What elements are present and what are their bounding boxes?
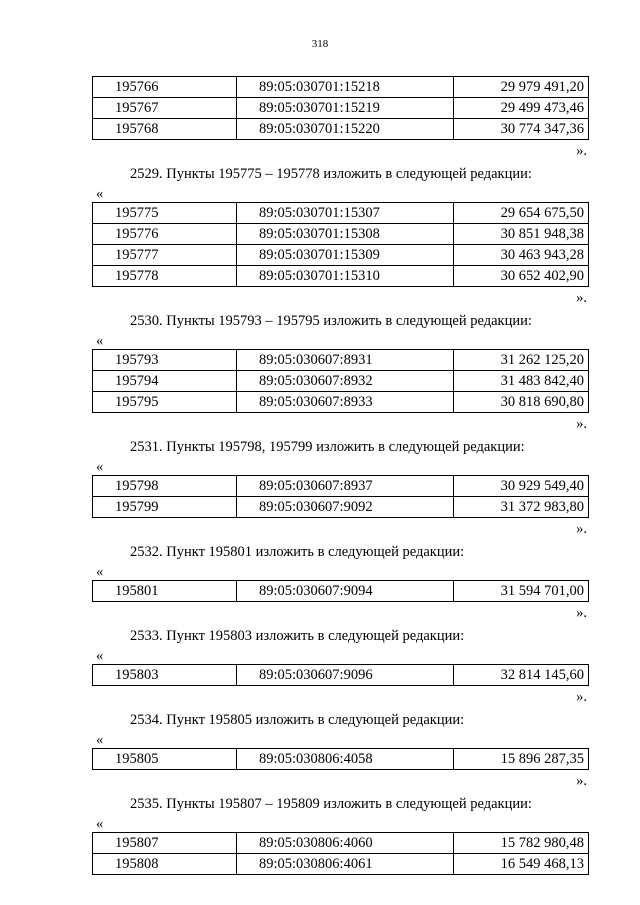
item-number-cell: 195794 [93, 371, 237, 392]
value-cell: 15 782 980,48 [454, 833, 589, 854]
value-cell: 29 979 491,20 [454, 77, 589, 98]
data-table [92, 832, 589, 875]
opening-quote: « [96, 459, 104, 475]
value-cell: 30 652 402,90 [454, 266, 589, 287]
cadastral-number-cell: 89:05:030701:15219 [237, 98, 454, 119]
closing-quote: ». [576, 290, 587, 306]
value-cell: 30 929 549,40 [454, 476, 589, 497]
item-number-cell: 195776 [93, 224, 237, 245]
opening-quote: « [96, 333, 104, 349]
cadastral-number-cell: 89:05:030701:15310 [237, 266, 454, 287]
cadastral-number-cell: 89:05:030607:9092 [237, 497, 454, 518]
amendment-block [92, 309, 589, 435]
amendment-instruction: 2529. Пункты 195775 – 195778 изложить в следующей редакции: [130, 166, 532, 182]
amendment-block [92, 435, 589, 540]
item-number-cell: 195807 [93, 833, 237, 854]
item-number-cell: 195798 [93, 476, 237, 497]
table-row [93, 119, 589, 140]
cadastral-number-cell: 89:05:030607:8937 [237, 476, 454, 497]
data-table [92, 748, 589, 770]
value-cell: 16 549 468,13 [454, 854, 589, 875]
cadastral-number-cell: 89:05:030806:4058 [237, 749, 454, 770]
item-number-cell: 195778 [93, 266, 237, 287]
closing-quote: ». [576, 773, 587, 789]
cadastral-number-cell: 89:05:030701:15308 [237, 224, 454, 245]
value-cell: 31 594 701,00 [454, 581, 589, 602]
amendment-block [92, 792, 589, 875]
opening-quote: « [96, 564, 104, 580]
item-number-cell: 195775 [93, 203, 237, 224]
value-cell: 29 654 675,50 [454, 203, 589, 224]
value-cell: 15 896 287,35 [454, 749, 589, 770]
data-table [92, 202, 589, 287]
table-row [93, 245, 589, 266]
data-table [92, 475, 589, 518]
table-row [93, 497, 589, 518]
item-number-cell: 195808 [93, 854, 237, 875]
item-number-cell: 195801 [93, 581, 237, 602]
opening-quote: « [96, 816, 104, 832]
item-number-cell: 195767 [93, 98, 237, 119]
amendment-block [92, 624, 589, 708]
closing-quote: ». [576, 143, 587, 159]
closing-quote: ». [576, 689, 587, 705]
closing-quote: ». [576, 416, 587, 432]
amendment-instruction: 2530. Пункты 195793 – 195795 изложить в следующей редакции: [130, 313, 532, 329]
value-cell: 32 814 145,60 [454, 665, 589, 686]
table-row [93, 476, 589, 497]
table-row [93, 350, 589, 371]
closing-quote: ». [576, 605, 587, 621]
table-row [93, 392, 589, 413]
item-number-cell: 195793 [93, 350, 237, 371]
table-row [93, 749, 589, 770]
amendment-instruction: 2535. Пункты 195807 – 195809 изложить в следующей редакции: [130, 796, 532, 812]
opening-quote: « [96, 648, 104, 664]
item-number-cell: 195766 [93, 77, 237, 98]
item-number-cell: 195799 [93, 497, 237, 518]
item-number-cell: 195805 [93, 749, 237, 770]
data-table [92, 349, 589, 413]
document-body [92, 76, 589, 875]
cadastral-number-cell: 89:05:030701:15309 [237, 245, 454, 266]
value-cell: 31 483 842,40 [454, 371, 589, 392]
table-row [93, 854, 589, 875]
cadastral-number-cell: 89:05:030607:8933 [237, 392, 454, 413]
item-number-cell: 195777 [93, 245, 237, 266]
value-cell: 30 774 347,36 [454, 119, 589, 140]
cadastral-number-cell: 89:05:030607:9094 [237, 581, 454, 602]
opening-quote: « [96, 186, 104, 202]
table-row [93, 203, 589, 224]
amendment-instruction: 2533. Пункт 195803 изложить в следующей редакции: [130, 628, 465, 644]
item-number-cell: 195803 [93, 665, 237, 686]
table-row [93, 581, 589, 602]
cadastral-number-cell: 89:05:030701:15218 [237, 77, 454, 98]
amendment-instruction: 2532. Пункт 195801 изложить в следующей редакции: [130, 544, 465, 560]
opening-quote: « [96, 732, 104, 748]
closing-quote: ». [576, 521, 587, 537]
cadastral-number-cell: 89:05:030806:4061 [237, 854, 454, 875]
amendment-block [92, 540, 589, 624]
value-cell: 29 499 473,46 [454, 98, 589, 119]
value-cell: 31 372 983,80 [454, 497, 589, 518]
cadastral-number-cell: 89:05:030806:4060 [237, 833, 454, 854]
value-cell: 31 262 125,20 [454, 350, 589, 371]
value-cell: 30 818 690,80 [454, 392, 589, 413]
cadastral-number-cell: 89:05:030607:8932 [237, 371, 454, 392]
data-table [92, 664, 589, 686]
data-table [92, 76, 589, 140]
cadastral-number-cell: 89:05:030607:9096 [237, 665, 454, 686]
amendment-block [92, 162, 589, 309]
table-row [93, 98, 589, 119]
table-row [93, 224, 589, 245]
cadastral-number-cell: 89:05:030701:15220 [237, 119, 454, 140]
table-row [93, 77, 589, 98]
cadastral-number-cell: 89:05:030607:8931 [237, 350, 454, 371]
page-number: 318 [311, 38, 329, 50]
amendment-instruction: 2531. Пункты 195798, 195799 изложить в следующей редакции: [130, 439, 525, 455]
amendment-instruction: 2534. Пункт 195805 изложить в следующей редакции: [130, 712, 465, 728]
amendment-block [92, 76, 589, 162]
table-row [93, 266, 589, 287]
data-table [92, 580, 589, 602]
table-row [93, 833, 589, 854]
amendment-block [92, 708, 589, 792]
item-number-cell: 195795 [93, 392, 237, 413]
value-cell: 30 851 948,38 [454, 224, 589, 245]
table-row [93, 665, 589, 686]
table-row [93, 371, 589, 392]
cadastral-number-cell: 89:05:030701:15307 [237, 203, 454, 224]
value-cell: 30 463 943,28 [454, 245, 589, 266]
item-number-cell: 195768 [93, 119, 237, 140]
